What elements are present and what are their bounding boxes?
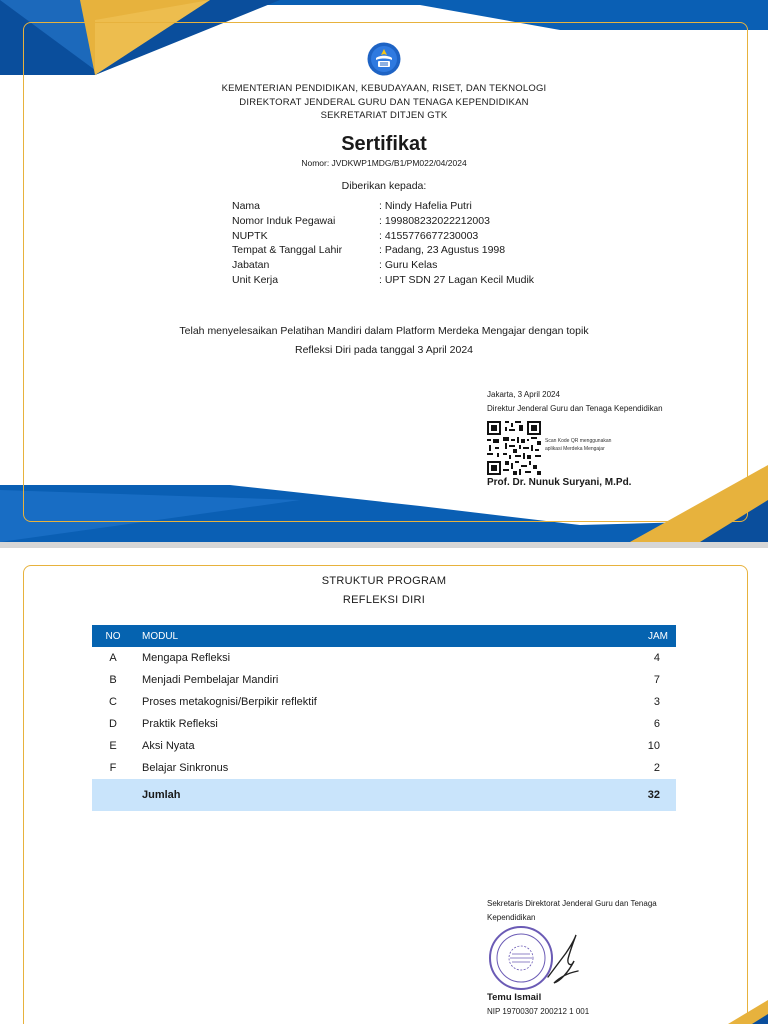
signature-block [487,388,663,416]
row-no: C [109,696,117,708]
detail-label: NUPTK [232,229,268,242]
signer-title: Direktur Jenderal Guru dan Tenaga Kependidikan [487,404,663,413]
detail-label: Nomor Induk Pegawai [232,214,336,227]
row-module: Proses metakognisi/Berpikir reflektif [142,696,317,708]
detail-row-nip [232,214,534,229]
secretary-title [487,897,717,925]
certificate-number: Nomor: JVDKWP1MDG/B1/PM022/04/2024 [301,158,467,168]
row-hours: 2 [653,762,660,774]
total-spacer [92,779,134,811]
detail-row-unit [232,273,534,288]
official-stamp-and-signature [488,925,592,991]
detail-value: : Padang, 23 Agustus 1998 [379,244,506,257]
table-row [92,735,676,757]
row-no: D [109,718,117,730]
detail-value: : Guru Kelas [379,259,438,272]
given-to-label: Diberikan kepada: [341,180,427,192]
row-hours: 6 [653,718,660,730]
organization-header [0,82,768,123]
row-module: Aksi Nyata [142,740,195,752]
table-header-row [92,625,676,647]
row-hours: 7 [653,674,660,686]
org-line-secretariat: SEKRETARIAT DITJEN GTK [320,110,448,121]
secretary-name: Temu Ismail [487,992,542,1003]
program-structure-page [0,548,768,1024]
total-label: Jumlah [134,779,589,811]
row-module: Belajar Sinkronus [142,762,229,774]
row-hours: 3 [653,696,660,708]
completion-line: Refleksi Diri pada tanggal 3 April 2024 [294,344,474,356]
detail-label: Unit Kerja [232,273,279,286]
table-row [92,647,676,669]
row-module: Praktik Refleksi [142,718,218,730]
total-hours: 32 [589,779,676,811]
detail-row-position [232,258,534,273]
detail-label: Nama [232,200,261,212]
detail-value: : 199808232022212003 [379,214,490,227]
column-header-no: NO [92,625,134,647]
qr-instruction-line: Scan Kode QR menggunakan [545,438,612,444]
qr-instruction-line: aplikasi Merdeka Mengajar [545,446,605,452]
completion-statement [0,322,768,360]
certificate-title: Sertifikat [341,133,427,155]
detail-value: : Nindy Hafelia Putri [379,200,472,212]
detail-row-nuptk [232,229,534,244]
detail-value: : UPT SDN 27 Lagan Kecil Mudik [379,273,535,286]
recipient-details [232,199,534,288]
row-module: Menjadi Pembelajar Mandiri [142,674,279,686]
table-row [92,713,676,735]
detail-value: : 4155776677230003 [379,229,479,242]
program-title-line: STRUKTUR PROGRAM [321,575,447,587]
detail-label: Jabatan [232,259,270,272]
table-row [92,691,676,713]
table-row [92,757,676,779]
column-header-module: MODUL [134,625,589,647]
row-module: Mengapa Refleksi [142,652,231,664]
org-line-directorate: DIREKTORAT JENDERAL GURU DAN TENAGA KEPENDIDIKAN [239,96,529,108]
row-no: A [109,652,117,664]
table-row [92,669,676,691]
row-no: F [109,762,117,774]
tut-wuri-handayani-logo [367,42,401,76]
completion-line: Telah menyelesaikan Pelatihan Mandiri dalam Platform Merdeka Mengajar dengan topik [179,325,589,337]
program-subtitle-line: REFLEKSI DIRI [342,594,426,606]
program-title [0,572,768,610]
total-row [92,779,676,811]
secretary-title-line: Kependidikan [487,913,536,922]
module-table [92,625,676,811]
row-no: E [109,740,117,752]
place-date: Jakarta, 3 April 2024 [487,390,560,399]
secretary-title-line: Sekretaris Direktorat Jenderal Guru dan Tenaga [487,899,657,908]
detail-row-name [232,199,534,214]
detail-label: Tempat & Tanggal Lahir [232,244,343,257]
row-hours: 10 [647,740,660,752]
secretary-nip: NIP 19700307 200212 1 001 [487,1007,590,1016]
row-no: B [109,674,117,686]
detail-row-birth [232,243,534,258]
org-line-ministry: KEMENTERIAN PENDIDIKAN, KEBUDAYAAN, RISET, DAN TEKNOLOGI [221,83,547,94]
column-header-hours: JAM [589,625,676,647]
qr-instruction [545,437,611,453]
row-hours: 4 [653,652,660,664]
qr-code-icon [487,421,541,475]
signer-name: Prof. Dr. Nunuk Suryani, M.Pd. [487,477,632,488]
